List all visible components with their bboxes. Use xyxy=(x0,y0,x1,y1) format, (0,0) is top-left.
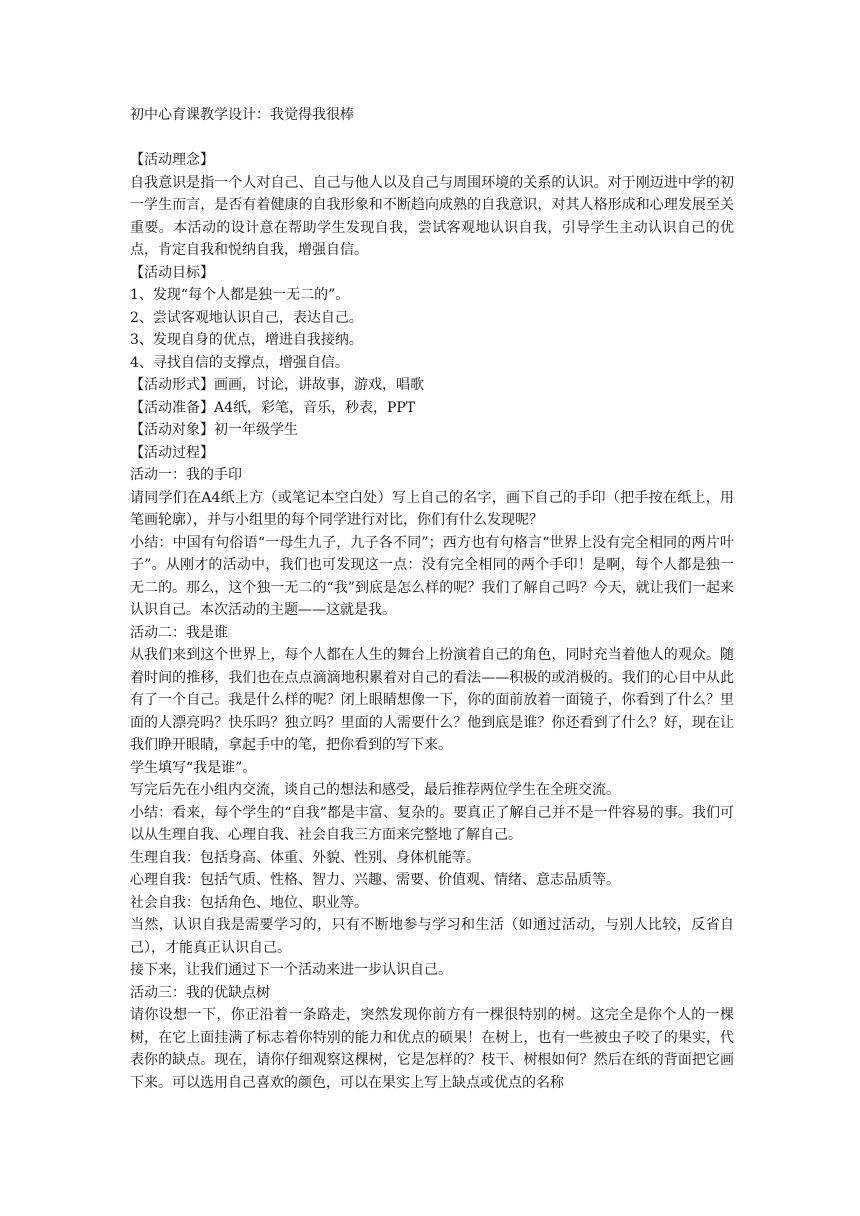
activity-audience: 【活动对象】初一年级学生 xyxy=(130,422,298,438)
activity-one-summary: 小结：中国有句俗语“一母生九子，九子各不同”；西方也有句格言“世界上没有完全相同的两片叶子”。从刚才的活动中，我们也可发现这一点：没有完全相同的两个手印！是啊，每个人都是独一无二的。那么，这个独一无二的“我”到底是怎么样的呢？我们了解自己吗？今天，就让我们一起来认识自己。本次活动的主题——这就是我。 xyxy=(130,534,734,618)
goal-item-4: 4、寻找自信的支撑点，增强自信。 xyxy=(130,354,349,371)
activity-preparation: 【活动准备】A4纸，彩笔，音乐，秒表，PPT xyxy=(130,399,416,416)
activity-two-sharing: 写完后先在小组内交流，谈自己的想法和感受，最后推荐两位学生在全班交流。 xyxy=(130,782,620,798)
activity-one-instructions: 请同学们在A4纸上方（或笔记本空白处）写上自己的名字，画下自己的手印（把手按在纸上，用笔画轮廓），并与小组里的每个同学进行对比，你们有什么发现呢？ xyxy=(130,489,734,528)
activity-format: 【活动形式】画画，讨论，讲故事，游戏，唱歌 xyxy=(130,377,424,393)
heading-activity-process: 【活动过程】 xyxy=(130,444,214,461)
physical-self: 生理自我：包括身高、体重、外貌、性别、身体机能等。 xyxy=(130,849,480,866)
goal-item-3: 3、发现自身的优点，增进自我接纳。 xyxy=(130,332,363,348)
document-title: 初中心育课教学设计：我觉得我很棒 xyxy=(130,107,354,123)
activity-two-fill-in: 学生填写“我是谁”。 xyxy=(130,759,257,776)
document-page xyxy=(130,104,734,1094)
activity-two-body: 从我们来到这个世界上，每个人都在人生的舞台上扮演着自己的角色，同时充当着他人的观众。随着时间的推移，我们也在点点滴滴地积累着对自己的看法——积极的或消极的。我们的心目中从此有了一个自己。我是什么样的呢？闭上眼睛想像一下，你的面前放着一面镜子，你看到了什么？里面的人漂亮吗？快乐吗？独立吗？里面的人需要什么？他到底是谁？你还看到了什么？好，现在让我们睁开眼睛，拿起手中的笔，把你看到的写下来。 xyxy=(130,647,734,753)
transition-line: 接下来，让我们通过下一个活动来进一步认识自己。 xyxy=(130,962,452,978)
heading-activity-goals: 【活动目标】 xyxy=(130,264,214,281)
activity-two-summary: 小结：看来，每个学生的“自我”都是丰富、复杂的。要真正了解自己并不是一件容易的事。我们可以从生理自我、心理自我、社会自我三方面来完整地了解自己。 xyxy=(130,804,734,843)
blank-line xyxy=(130,127,734,150)
activity-one-heading: 活动一：我的手印 xyxy=(130,467,242,483)
activity-three-heading: 活动三：我的优缺点树 xyxy=(130,984,270,1001)
heading-activity-concept: 【活动理念】 xyxy=(130,152,214,168)
activity-three-body: 请你设想一下，你正沿着一条路走，突然发现你前方有一棵很特别的树。这完全是你个人的一棵树，在它上面挂满了标志着你特别的能力和优点的硕果！在树上，也有一些被虫子咬了的果实，代表你的缺点。现在，请你仔细观察这棵树，它是怎样的？枝干、树根如何？然后在纸的背面把它画下来。可以选用自己喜欢的颜色，可以在果实上写上缺点或优点的名称 xyxy=(130,1007,734,1091)
self-knowledge-note: 当然，认识自我是需要学习的，只有不断地参与学习和生活（如通过活动，与别人比较，反省自己），才能真正认识自己。 xyxy=(130,917,734,956)
activity-two-heading: 活动二：我是谁 xyxy=(130,624,228,641)
social-self: 社会自我：包括角色、地位、职业等。 xyxy=(130,894,368,911)
goal-item-1: 1、发现“每个人都是独一无二的”。 xyxy=(130,287,350,303)
goal-item-2: 2、尝试客观地认识自己，表达自己。 xyxy=(130,309,363,326)
psychological-self: 心理自我：包括气质、性格、智力、兴趣、需要、价值观、情绪、意志品质等。 xyxy=(130,872,620,888)
concept-paragraph: 自我意识是指一个人对自己、自己与他人以及自己与周围环境的关系的认识。对于刚迈进中学的初一学生而言，是否有着健康的自我形象和不断趋向成熟的自我意识，对其人格形成和心理发展至关重要。本活动的设计意在帮助学生发现自我，尝试客观地认识自我，引导学生主动认识自己的优点，肯定自我和悦纳自我，增强自信。 xyxy=(130,174,734,258)
